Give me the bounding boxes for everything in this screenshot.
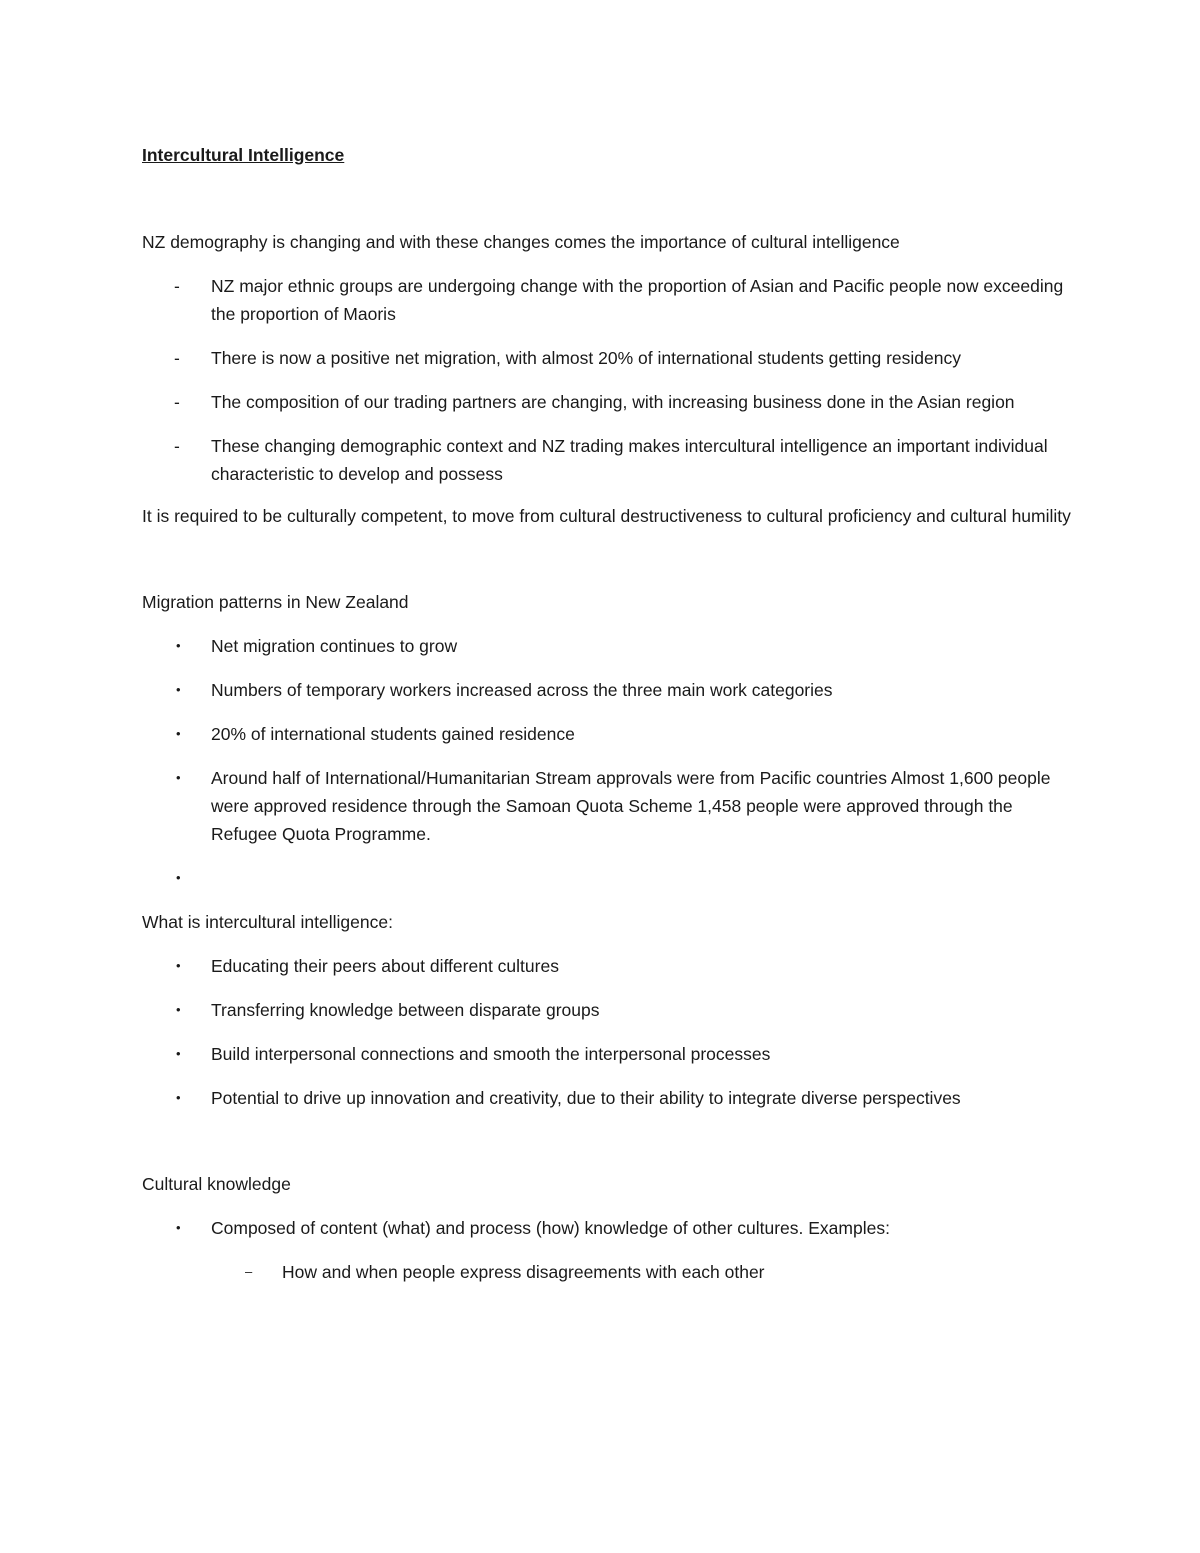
what-is-heading: What is intercultural intelligence: [142,912,393,932]
list-item [142,272,1072,328]
sub-list-item [211,1258,1072,1286]
bullet-marker: • [176,638,181,653]
list-item-empty [142,864,1072,892]
list-item-text: These changing demographic context and NZ trading makes intercultural intelligence an important individual characteristic to develop and possess [211,436,1048,484]
list-item [142,764,1072,848]
list-item [142,1084,1072,1112]
migration-heading: Migration patterns in New Zealand [142,592,409,612]
list-item [142,344,1072,372]
list-item [142,720,1072,748]
list-item-text: The composition of our trading partners are changing, with increasing business done in the Asian region [211,392,1015,412]
bullet-marker: • [176,726,181,741]
bullet-marker: • [176,1090,181,1105]
bullet-marker: • [176,1046,181,1061]
bullet-marker: • [176,1002,181,1017]
list-item-text: Build interpersonal connections and smooth the interpersonal processes [211,1044,771,1064]
list-item [142,996,1072,1024]
list-item-text: Potential to drive up innovation and creativity, due to their ability to integrate diverse perspectives [211,1088,961,1108]
document-title: Intercultural Intelligence [142,145,345,165]
en-dash-marker: – [245,1264,253,1279]
list-item [142,388,1072,416]
bullet-marker: • [176,682,181,697]
dash-marker: - [174,348,180,368]
list-item-text: There is now a positive net migration, with almost 20% of international students getting residency [211,348,961,368]
dash-marker: - [174,436,180,456]
list-item [142,1040,1072,1068]
sub-list-item-text: How and when people express disagreements with each other [282,1262,765,1282]
bullet-marker: • [176,1220,181,1235]
cultural-knowledge-sub-list [211,1258,1072,1286]
cultural-knowledge-bullet-list [142,1214,1072,1286]
intro-lead: NZ demography is changing and with these changes comes the importance of cultural intelligence [142,232,900,252]
bullet-marker: • [176,958,181,973]
list-item [142,676,1072,704]
dash-marker: - [174,276,180,296]
bullet-marker: • [176,770,181,785]
list-item-text: Transferring knowledge between disparate groups [211,1000,600,1020]
document-page [142,140,1072,1302]
list-item-text: Educating their peers about different cultures [211,956,559,976]
list-item [142,432,1072,488]
list-item [142,632,1072,660]
cultural-knowledge-heading: Cultural knowledge [142,1174,291,1194]
list-item-text: NZ major ethnic groups are undergoing change with the proportion of Asian and Pacific people now exceeding the proportion of Maoris [211,276,1064,324]
list-item-text: Numbers of temporary workers increased across the three main work categories [211,680,833,700]
what-is-bullet-list [142,952,1072,1112]
list-item-text: Around half of International/Humanitarian Stream approvals were from Pacific countries Almost 1,600 people were approved residence through the Samoan Quota Scheme 1,458 people were approved through the Refugee Quota Programme. [211,768,1051,844]
intro-dash-list [142,272,1072,488]
dash-marker: - [174,392,180,412]
list-item-text: 20% of international students gained residence [211,724,575,744]
list-item [142,952,1072,980]
list-item-text: Net migration continues to grow [211,636,458,656]
intro-closing: It is required to be culturally competent, to move from cultural destructiveness to cultural proficiency and cultural humility [142,506,1071,526]
migration-bullet-list [142,632,1072,892]
bullet-marker: • [176,870,181,885]
list-item [142,1214,1072,1286]
list-item-text: Composed of content (what) and process (how) knowledge of other cultures. Examples: [211,1218,890,1238]
